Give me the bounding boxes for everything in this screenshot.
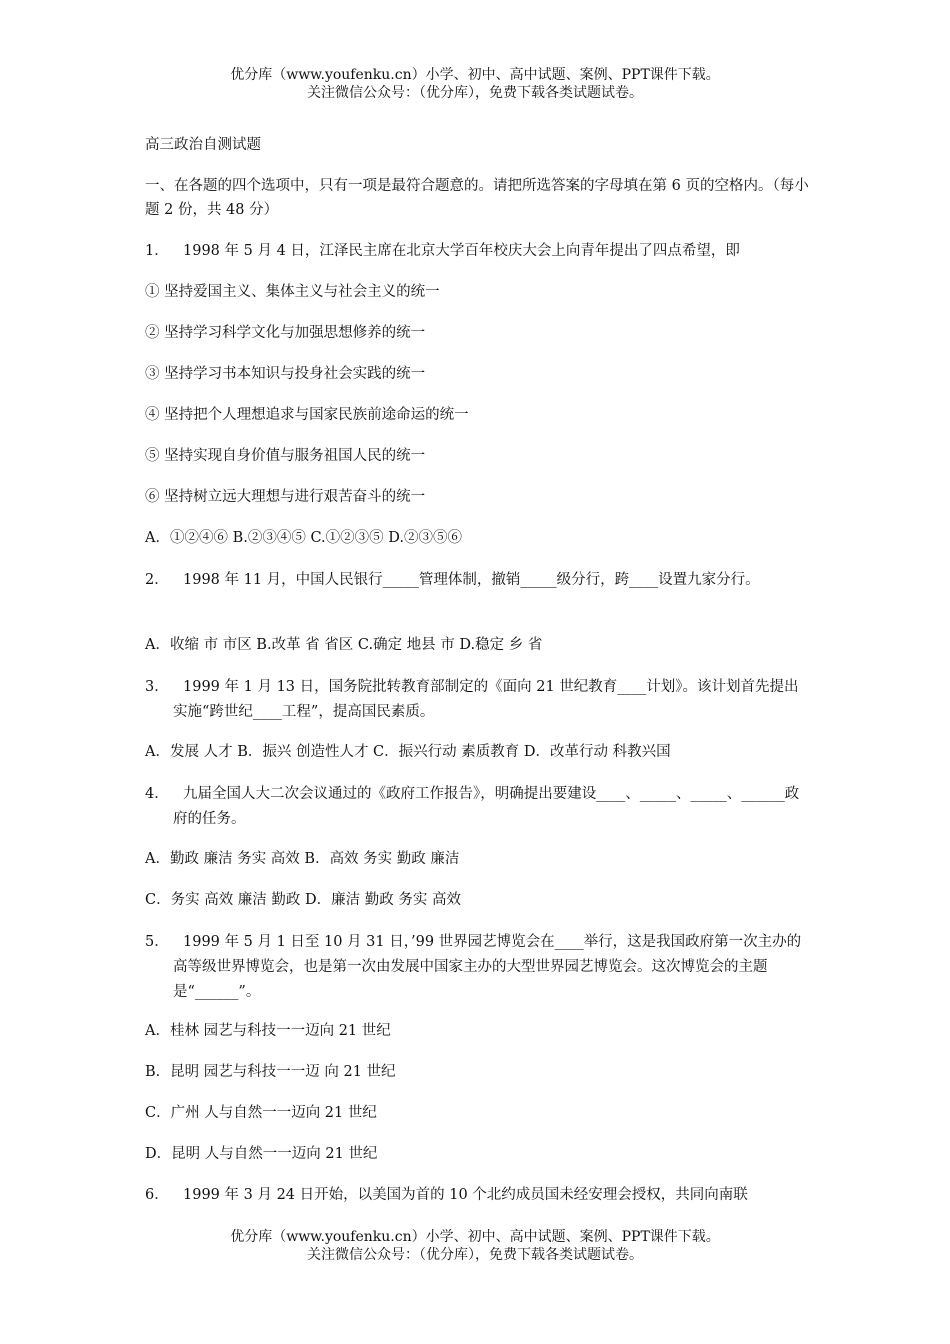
footer-line-2: 关注微信公众号：（优分库），免费下载各类试题试卷。 (307, 1247, 643, 1263)
question-text: 1999 年 1 月 13 日，国务院批转教育部制定的《面向 21 世纪教育____计划》。该计划首先提出实施“跨世纪____工程”，提高国民素质。 (173, 679, 799, 720)
q5-option-c: C．广州 人与自然一一迈向 21 世纪 (145, 1105, 377, 1121)
question-4 (145, 782, 810, 832)
question-3 (145, 675, 810, 725)
question-number: 4． (145, 786, 169, 802)
question-5 (145, 930, 810, 1005)
q1-item-5: ⑤ 坚持实现自身价值与服务祖国人民的统一 (145, 448, 426, 464)
q4-options-1: A．勤政 廉洁 务实 高效 B．高效 务实 勤政 廉洁 (145, 851, 460, 867)
question-number: 2． (145, 572, 169, 588)
q1-item-3: ③ 坚持学习书本知识与投身社会实践的统一 (145, 366, 426, 382)
question-text: 九届全国人大二次会议通过的《政府工作报告》，明确提出要建设____、_____、_____、______政府的任务。 (173, 786, 800, 827)
q1-item-4: ④ 坚持把个人理想追求与国家民族前途命运的统一 (145, 407, 469, 423)
q1-item-6: ⑥ 坚持树立远大理想与进行艰苦奋斗的统一 (145, 489, 426, 505)
q1-item-1: ① 坚持爱国主义、集体主义与社会主义的统一 (145, 284, 440, 300)
question-2 (145, 568, 810, 593)
header-line-2: 关注微信公众号：（优分库），免费下载各类试题试卷。 (307, 85, 643, 101)
question-text: 1998 年 5 月 4 日，江泽民主席在北京大学百年校庆大会上向青年提出了四点希望，即 (183, 243, 740, 259)
q5-option-b: B．昆明 园艺与科技一一迈 向 21 世纪 (145, 1064, 396, 1080)
q1-item-2: ② 坚持学习科学文化与加强思想修养的统一 (145, 325, 426, 341)
header-line-1[interactable]: 优分库（www.youfenku.cn）小学、初中、高中试题、案例、PPT课件下载。 (230, 67, 720, 83)
doc-title: 高三政治自测试题 (145, 137, 261, 153)
question-number: 5． (145, 934, 169, 950)
question-6 (145, 1184, 810, 1206)
question-number: 1． (145, 243, 169, 259)
question-number: 6． (145, 1187, 169, 1203)
question-text: 1999 年 3 月 24 日开始，以美国为首的 10 个北约成员国未经安理会授权，共同向南联 (183, 1187, 748, 1203)
page-footer (0, 1228, 950, 1264)
question-number: 3． (145, 679, 169, 695)
q5-option-d: D．昆明 人与自然一一迈向 21 世纪 (145, 1146, 378, 1162)
footer-line-1[interactable]: 优分库（www.youfenku.cn）小学、初中、高中试题、案例、PPT课件下载。 (230, 1229, 720, 1245)
question-text: 1998 年 11 月，中国人民银行_____管理体制，撤销_____级分行，跨____设置九家分行。 (183, 572, 760, 588)
q5-option-a: A．桂林 园艺与科技一一迈向 21 世纪 (145, 1023, 391, 1039)
instructions: 一、在各题的四个选项中，只有一项是最符合题意的。请把所选答案的字母填在第 6 页的空格内。（每小题 2 份，共 48 分） (145, 178, 809, 218)
question-1 (145, 240, 810, 262)
q1-options: A．①②④⑥ B.②③④⑤ C.①②③⑤ D.②③⑤⑥ (145, 530, 462, 546)
question-text: 1999 年 5 月 1 日至 10 月 31 日，’99 世界园艺博览会在____举行，这是我国政府第一次主办的高等级世界博览会，也是第一次由发展中国家主办的大型世界园艺博览会。这次博览会的主题是“______”。 (173, 934, 802, 1000)
q2-options: A．收缩 市 市区 B.改革 省 省区 C.确定 地县 市 D.稳定 乡 省 (145, 637, 543, 653)
page-header (0, 66, 950, 102)
q3-options: A．发展 人才 B．振兴 创造性人才 C．振兴行动 素质教育 D．改革行动 科教兴国 (145, 744, 671, 760)
q4-options-2: C．务实 高效 廉洁 勤政 D．廉洁 勤政 务实 高效 (145, 892, 461, 908)
